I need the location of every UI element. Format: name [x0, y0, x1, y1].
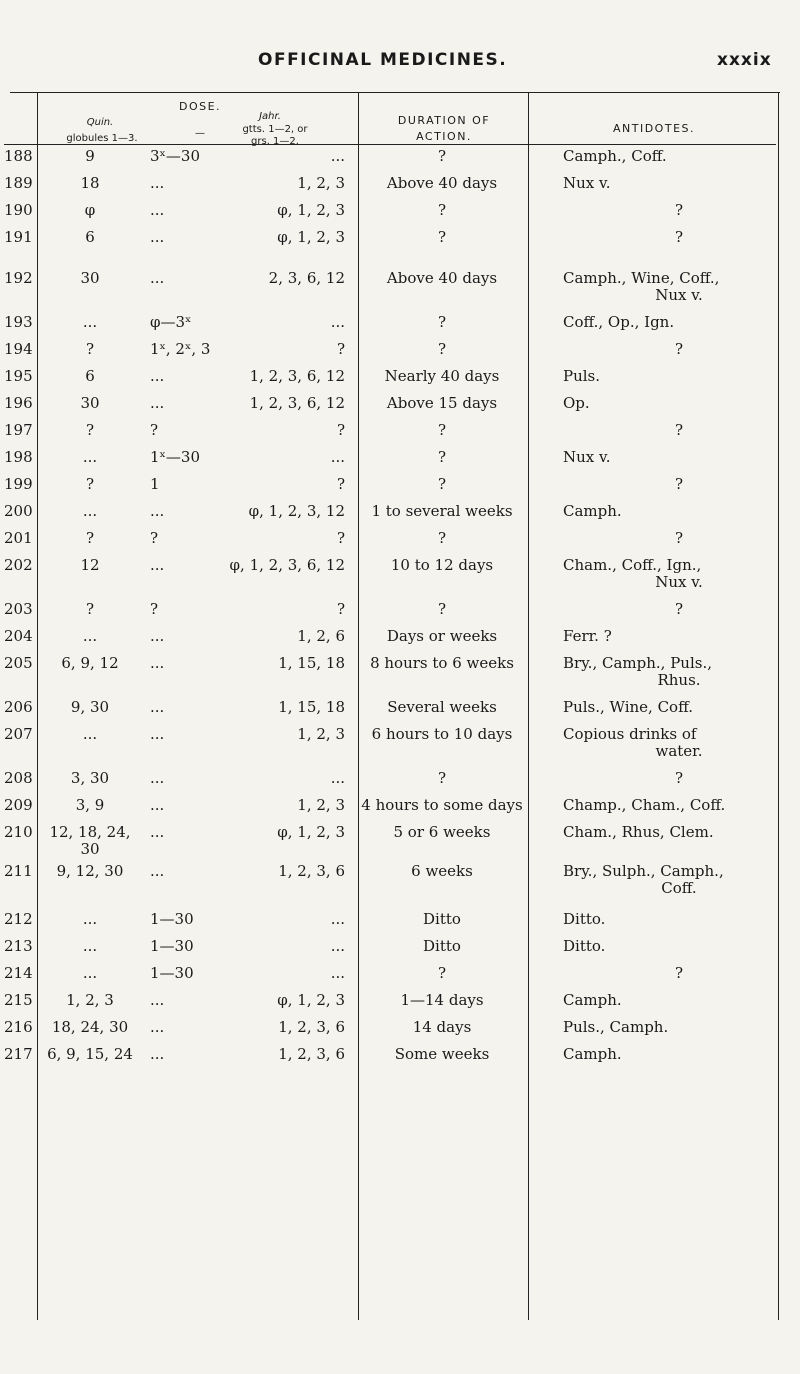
- table-row: [0, 726, 800, 770]
- row-number: 207: [4, 725, 33, 743]
- antidote-line: ?: [674, 421, 684, 439]
- antidote-line: Nux v.: [655, 573, 703, 591]
- antidote-line: Camph., Wine, Coff.,: [563, 269, 720, 287]
- antidote-line: Op.: [563, 394, 590, 412]
- jahr-dose: φ, 1, 2, 3, 6, 12: [229, 556, 345, 574]
- table-row: [0, 422, 800, 449]
- table-row: [0, 530, 800, 557]
- quin-dose: 18, 24, 30: [51, 1018, 129, 1036]
- antidote-line: ?: [674, 340, 684, 358]
- middle-dose: 3ˣ—30: [150, 147, 200, 165]
- table-row: [0, 229, 800, 256]
- duration-heading-2: ACTION.: [416, 130, 472, 143]
- duration-of-action: Above 40 days: [386, 269, 498, 287]
- quin-dose: ?: [85, 600, 95, 618]
- quin-dose: ?: [85, 421, 95, 439]
- antidote-line: Cham., Rhus, Clem.: [563, 823, 714, 841]
- dose-dash: —: [195, 128, 205, 139]
- duration-of-action: Above 15 days: [386, 394, 498, 412]
- duration-of-action: ?: [437, 201, 447, 219]
- jahr-dose: 1, 2, 6: [297, 627, 345, 645]
- jahr-dose: ...: [330, 147, 345, 165]
- antidote-line: Nux v.: [655, 286, 703, 304]
- table-row: [0, 797, 800, 824]
- jahr-dose: ?: [336, 475, 345, 493]
- duration-of-action: 5 or 6 weeks: [393, 823, 491, 841]
- middle-dose: 1—30: [150, 937, 194, 955]
- row-number: 204: [4, 627, 33, 645]
- duration-of-action: ?: [437, 313, 447, 331]
- quin-dose: 6: [85, 367, 95, 385]
- row-number: 192: [4, 269, 33, 287]
- row-number: 205: [4, 654, 33, 672]
- quin-dose: 9, 12, 30: [56, 862, 124, 880]
- middle-dose: ...: [150, 796, 165, 814]
- antidote-line: Bry., Sulph., Camph.,: [563, 862, 724, 880]
- antidote-line: Puls.: [563, 367, 601, 385]
- header-bottom-rule: [4, 144, 776, 145]
- jahr-dose: 1, 2, 3: [297, 725, 345, 743]
- medicine-table-body: [0, 148, 800, 1073]
- duration-of-action: 10 to 12 days: [390, 556, 494, 574]
- jahr-subheading-2: grs. 1—2.: [251, 136, 299, 147]
- duration-of-action: Several weeks: [387, 698, 497, 716]
- middle-dose: ...: [150, 367, 165, 385]
- antidote-line: Rhus.: [657, 671, 701, 689]
- duration-of-action: ?: [437, 448, 447, 466]
- row-number: 211: [4, 862, 33, 880]
- duration-of-action: 6 hours to 10 days: [371, 725, 513, 743]
- middle-dose: ...: [150, 1045, 165, 1063]
- row-number: 189: [4, 174, 33, 192]
- antidote-line: Camph.: [563, 1045, 622, 1063]
- quin-dose: 30: [80, 269, 100, 287]
- antidote-line: ?: [674, 529, 684, 547]
- quin-dose: ...: [82, 627, 98, 645]
- table-row: [0, 699, 800, 726]
- jahr-dose: 1, 2, 3: [297, 174, 345, 192]
- quin-dose: ?: [85, 529, 95, 547]
- jahr-dose: ...: [330, 964, 345, 982]
- middle-dose: ...: [150, 174, 165, 192]
- row-number: 199: [4, 475, 33, 493]
- page-title: OFFICINAL MEDICINES.: [258, 50, 508, 70]
- duration-heading-1: DURATION OF: [397, 114, 491, 127]
- middle-dose: ?: [150, 421, 159, 439]
- table-top-rule: [10, 92, 780, 93]
- jahr-dose: φ, 1, 2, 3, 12: [248, 502, 345, 520]
- antidote-line: Coff.: [661, 879, 697, 897]
- quin-dose: ?: [85, 340, 95, 358]
- row-number: 203: [4, 600, 33, 618]
- quin-dose: φ: [84, 201, 96, 219]
- table-row: [0, 823, 800, 858]
- middle-dose: φ—3ˣ: [150, 313, 192, 331]
- jahr-dose: 2, 3, 6, 12: [268, 269, 345, 287]
- row-number: 197: [4, 421, 33, 439]
- jahr-dose: φ, 1, 2, 3: [277, 823, 345, 841]
- duration-of-action: Some weeks: [394, 1045, 490, 1063]
- duration-of-action: ?: [437, 964, 447, 982]
- duration-of-action: ?: [437, 147, 447, 165]
- jahr-dose: ...: [330, 448, 345, 466]
- table-row: [0, 938, 800, 965]
- antidote-line: water.: [655, 742, 703, 760]
- row-number: 215: [4, 991, 33, 1009]
- antidotes-heading: ANTIDOTES.: [613, 122, 695, 135]
- antidote-line: Camph.: [563, 991, 622, 1009]
- jahr-dose: φ, 1, 2, 3: [277, 228, 345, 246]
- quin-heading: Quin.: [86, 117, 114, 128]
- quin-dose: 6, 9, 15, 24: [47, 1045, 133, 1063]
- antidote-line: Copious drinks of: [563, 725, 697, 743]
- row-number: 217: [4, 1045, 33, 1063]
- duration-of-action: 6 weeks: [411, 862, 473, 880]
- antidote-line: ?: [674, 964, 684, 982]
- jahr-heading: Jahr.: [259, 111, 281, 122]
- antidote-line: Puls., Camph.: [563, 1018, 669, 1036]
- table-row: [0, 476, 800, 503]
- jahr-dose: ...: [330, 313, 345, 331]
- dose-heading: DOSE.: [178, 100, 222, 113]
- duration-of-action: ?: [437, 475, 447, 493]
- page-number: xxxix: [717, 50, 772, 70]
- table-row: [0, 1019, 800, 1046]
- row-number: 198: [4, 448, 33, 466]
- antidote-line: ?: [674, 475, 684, 493]
- row-number: 210: [4, 823, 33, 841]
- table-row: [0, 1046, 800, 1073]
- duration-of-action: Above 40 days: [386, 174, 498, 192]
- duration-of-action: 8 hours to 6 weeks: [370, 654, 514, 672]
- table-row: [0, 863, 800, 907]
- row-number: 209: [4, 796, 33, 814]
- quin-dose: 18: [80, 174, 100, 192]
- table-row: [0, 175, 800, 202]
- table-row: [0, 503, 800, 530]
- antidote-line: Bry., Camph., Puls.,: [563, 654, 712, 672]
- middle-dose: ?: [150, 600, 159, 618]
- duration-of-action: ?: [437, 340, 447, 358]
- quin-dose: ...: [82, 313, 98, 331]
- row-number: 201: [4, 529, 33, 547]
- row-number: 214: [4, 964, 33, 982]
- jahr-dose: 1, 2, 3: [297, 796, 345, 814]
- quin-dose: ...: [82, 937, 98, 955]
- jahr-dose: 1, 2, 3, 6: [278, 1045, 345, 1063]
- middle-dose: ?: [150, 529, 159, 547]
- antidote-line: Ferr. ?: [563, 627, 612, 645]
- antidote-line: ?: [674, 600, 684, 618]
- jahr-dose: ?: [336, 421, 345, 439]
- duration-of-action: ?: [437, 769, 447, 787]
- table-row: [0, 655, 800, 699]
- duration-of-action: ?: [437, 228, 447, 246]
- row-number: 206: [4, 698, 33, 716]
- jahr-dose: φ, 1, 2, 3: [277, 201, 345, 219]
- middle-dose: 1ˣ, 2ˣ, 3: [150, 340, 211, 358]
- middle-dose: ...: [150, 769, 165, 787]
- row-number: 193: [4, 313, 33, 331]
- jahr-dose: 1, 15, 18: [278, 654, 345, 672]
- page-header: [0, 50, 800, 90]
- quin-subheading: globules 1—3.: [66, 133, 138, 144]
- middle-dose: ...: [150, 823, 165, 841]
- quin-dose: ...: [82, 910, 98, 928]
- middle-dose: ...: [150, 1018, 165, 1036]
- antidote-line: Cham., Coff., Ign.,: [563, 556, 702, 574]
- middle-dose: ...: [150, 862, 165, 880]
- antidote-line: Nux v.: [563, 448, 611, 466]
- table-row: [0, 992, 800, 1019]
- middle-dose: ...: [150, 394, 165, 412]
- duration-of-action: 1 to several weeks: [371, 502, 513, 520]
- table-row: [0, 314, 800, 341]
- row-number: 195: [4, 367, 33, 385]
- jahr-subheading-1: gtts. 1—2, or: [242, 124, 308, 135]
- antidote-line: ?: [674, 769, 684, 787]
- middle-dose: ...: [150, 502, 165, 520]
- quin-dose: ...: [82, 502, 98, 520]
- duration-of-action: 14 days: [412, 1018, 472, 1036]
- quin-dose: 6: [85, 228, 95, 246]
- row-number: 188: [4, 147, 33, 165]
- duration-of-action: ?: [437, 600, 447, 618]
- jahr-dose: 1, 2, 3, 6, 12: [249, 394, 345, 412]
- row-number: 190: [4, 201, 33, 219]
- middle-dose: ...: [150, 654, 165, 672]
- table-row: [0, 628, 800, 655]
- quin-dose: 12, 18, 24, 30: [49, 823, 131, 858]
- row-number: 208: [4, 769, 33, 787]
- row-number: 200: [4, 502, 33, 520]
- duration-of-action: 1—14 days: [400, 991, 484, 1009]
- jahr-dose: 1, 2, 3, 6: [278, 1018, 345, 1036]
- table-row: [0, 395, 800, 422]
- middle-dose: ...: [150, 627, 165, 645]
- quin-dose: 9: [85, 147, 95, 165]
- middle-dose: 1: [150, 475, 160, 493]
- table-row: [0, 368, 800, 395]
- table-row: [0, 557, 800, 601]
- jahr-dose: φ, 1, 2, 3: [277, 991, 345, 1009]
- quin-dose: 12: [80, 556, 100, 574]
- table-row: [0, 148, 800, 175]
- middle-dose: ...: [150, 228, 165, 246]
- antidote-line: Camph., Coff.: [563, 147, 667, 165]
- quin-dose: 30: [80, 394, 100, 412]
- middle-dose: ...: [150, 556, 165, 574]
- jahr-dose: ?: [336, 340, 345, 358]
- table-row: [0, 202, 800, 229]
- table-row: [0, 449, 800, 476]
- antidote-line: Champ., Cham., Coff.: [563, 796, 726, 814]
- duration-of-action: ?: [437, 421, 447, 439]
- table-row: [0, 911, 800, 938]
- quin-dose: 1, 2, 3: [66, 991, 114, 1009]
- middle-dose: ...: [150, 201, 165, 219]
- antidote-line: Puls., Wine, Coff.: [563, 698, 693, 716]
- row-number: 196: [4, 394, 33, 412]
- table-row: [0, 341, 800, 368]
- middle-dose: ...: [150, 269, 165, 287]
- quin-dose: 3, 30: [70, 769, 110, 787]
- duration-of-action: Ditto: [423, 910, 461, 928]
- row-number: 216: [4, 1018, 33, 1036]
- row-number: 213: [4, 937, 33, 955]
- jahr-dose: ...: [330, 769, 345, 787]
- jahr-dose: ...: [330, 937, 345, 955]
- row-number: 202: [4, 556, 33, 574]
- antidote-line: ?: [674, 228, 684, 246]
- quin-dose: 9, 30: [70, 698, 110, 716]
- middle-dose: 1ˣ—30: [150, 448, 200, 466]
- quin-dose: 6, 9, 12: [61, 654, 119, 672]
- duration-of-action: Days or weeks: [386, 627, 498, 645]
- jahr-dose: 1, 15, 18: [278, 698, 345, 716]
- table-row: [0, 601, 800, 628]
- jahr-dose: ...: [330, 910, 345, 928]
- jahr-dose: 1, 2, 3, 6, 12: [249, 367, 345, 385]
- antidote-line: Ditto.: [563, 937, 606, 955]
- jahr-dose: ?: [336, 600, 345, 618]
- antidote-line: ?: [674, 201, 684, 219]
- table-row: [0, 270, 800, 314]
- antidote-line: Camph.: [563, 502, 622, 520]
- middle-dose: ...: [150, 725, 165, 743]
- middle-dose: 1—30: [150, 910, 194, 928]
- row-number: 191: [4, 228, 33, 246]
- row-number: 194: [4, 340, 33, 358]
- quin-dose: ...: [82, 964, 98, 982]
- quin-dose: ?: [85, 475, 95, 493]
- middle-dose: 1—30: [150, 964, 194, 982]
- table-row: [0, 965, 800, 992]
- quin-dose: ...: [82, 725, 98, 743]
- jahr-dose: ?: [336, 529, 345, 547]
- antidote-line: Coff., Op., Ign.: [563, 313, 675, 331]
- middle-dose: ...: [150, 698, 165, 716]
- middle-dose: ...: [150, 991, 165, 1009]
- antidote-line: Nux v.: [563, 174, 611, 192]
- duration-of-action: ?: [437, 529, 447, 547]
- table-row: [0, 770, 800, 797]
- duration-of-action: 4 hours to some days: [361, 796, 523, 814]
- antidote-line: Ditto.: [563, 910, 606, 928]
- jahr-dose: 1, 2, 3, 6: [278, 862, 345, 880]
- duration-of-action: Ditto: [423, 937, 461, 955]
- duration-of-action: Nearly 40 days: [384, 367, 500, 385]
- quin-dose: 3, 9: [75, 796, 105, 814]
- row-number: 212: [4, 910, 33, 928]
- quin-dose: ...: [82, 448, 98, 466]
